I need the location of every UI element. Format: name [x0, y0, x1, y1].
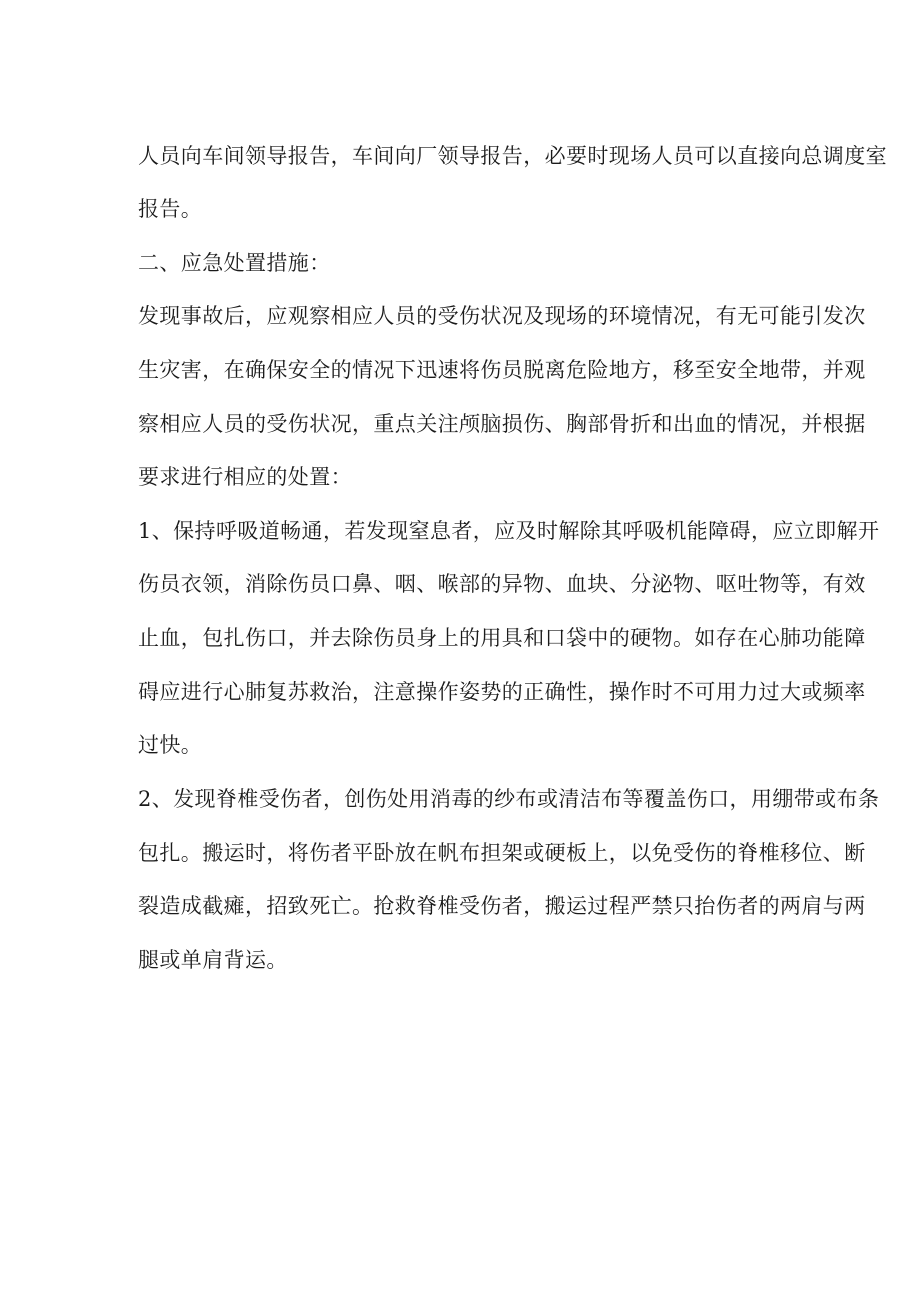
text-line: 裂造成截瘫，招致死亡。抢救脊椎受伤者，搬运过程严禁只抬伤者的两肩与两	[138, 894, 866, 918]
text-line: 要求进行相应的处置：	[138, 465, 352, 489]
text-line: 过快。	[138, 733, 203, 757]
text-line: 伤员衣领，消除伤员口鼻、咽、喉部的异物、血块、分泌物、呕吐物等，有效	[138, 572, 866, 596]
text-line: 1、保持呼吸道畅通，若发现窒息者，应及时解除其呼吸机能障碍，应立即解开	[138, 519, 880, 543]
text-line: 2、发现脊椎受伤者，创伤处用消毒的纱布或清洁布等覆盖伤口，用绷带或布条	[138, 787, 880, 811]
text-line: 察相应人员的受伤状况，重点关注颅脑损伤、胸部骨折和出血的情况，并根据	[138, 412, 866, 436]
text-line: 包扎。搬运时，将伤者平卧放在帆布担架或硬板上，以免受伤的脊椎移位、断	[138, 841, 866, 865]
text-line: 止血，包扎伤口，并去除伤员身上的用具和口袋中的硬物。如存在心肺功能障	[138, 626, 866, 650]
text-line: 腿或单肩背运。	[138, 948, 288, 972]
text-line: 人员向车间领导报告，车间向厂领导报告，必要时现场人员可以直接向总调度室	[138, 144, 887, 168]
text-line: 报告。	[138, 197, 203, 221]
section-heading: 二、应急处置措施：	[138, 251, 331, 275]
text-line: 发现事故后，应观察相应人员的受伤状况及现场的环境情况，有无可能引发次	[138, 304, 866, 328]
text-line: 生灾害，在确保安全的情况下迅速将伤员脱离危险地方，移至安全地带，并观	[138, 358, 866, 382]
text-line: 碍应进行心肺复苏救治，注意操作姿势的正确性，操作时不可用力过大或频率	[138, 680, 866, 704]
